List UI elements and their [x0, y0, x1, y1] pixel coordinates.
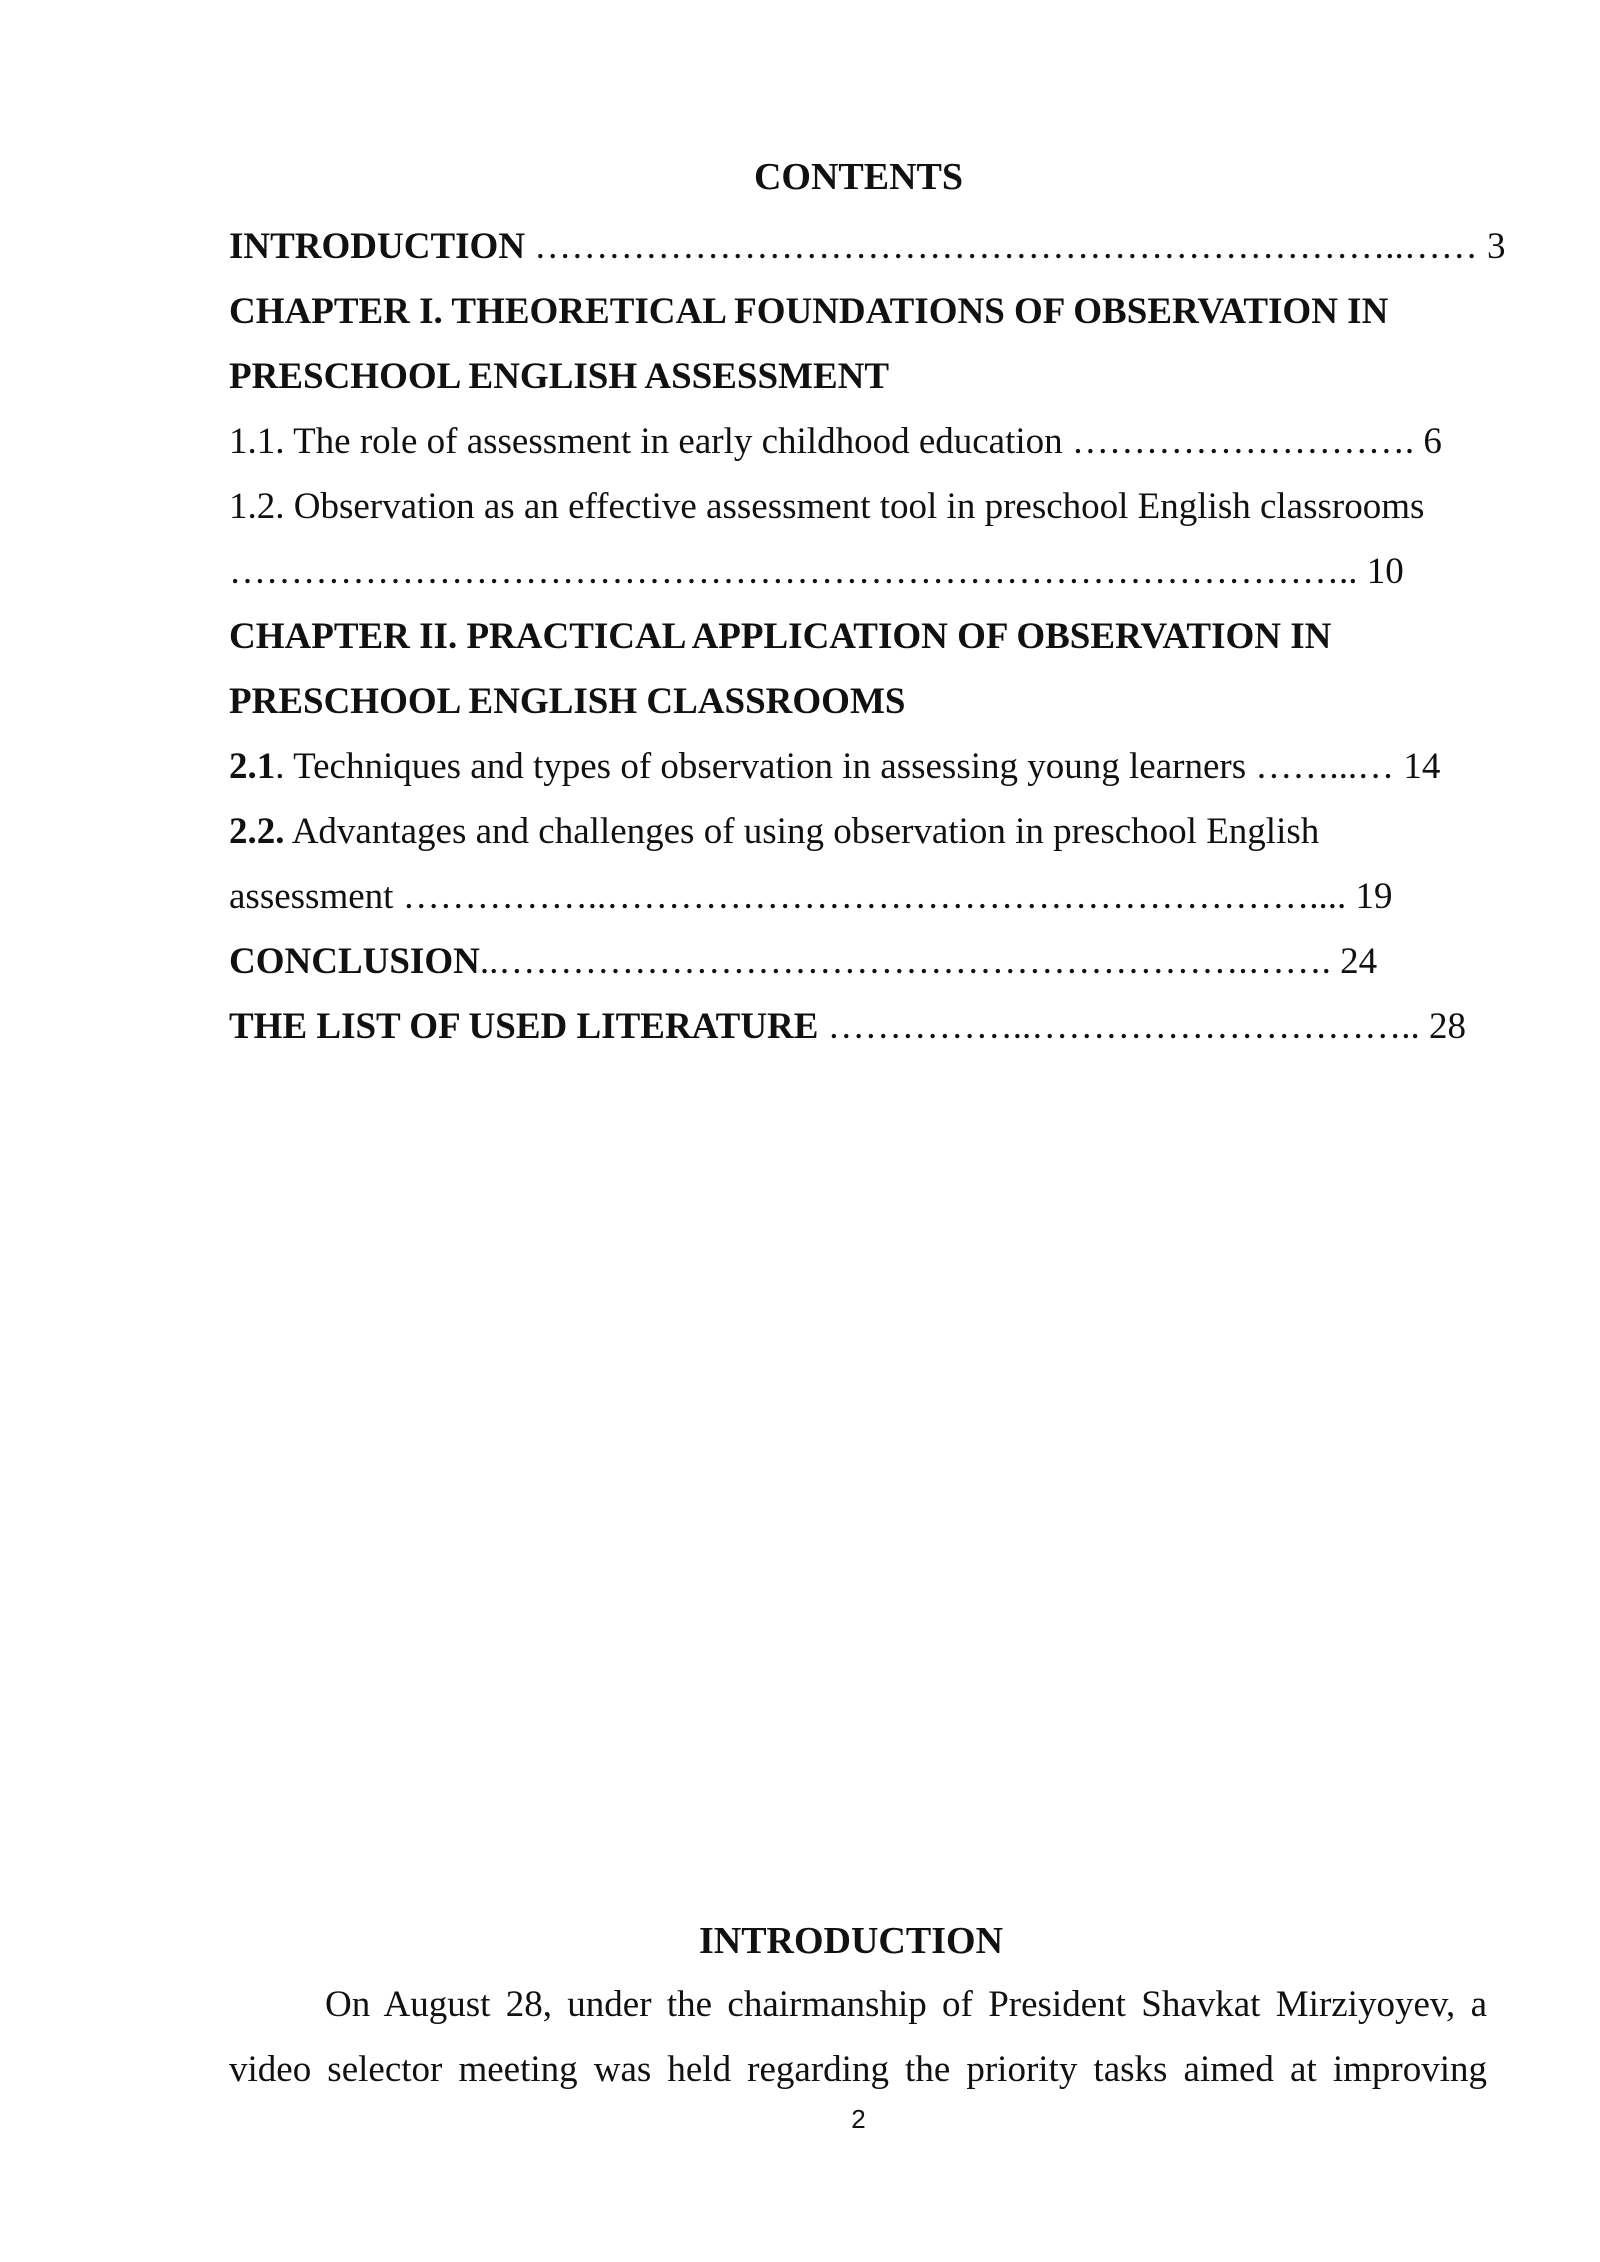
- toc-entry-literature[interactable]: [229, 994, 1489, 1059]
- table-of-contents: [229, 214, 1506, 1059]
- paragraph-line: video selector meeting was held regarding the priority tasks aimed at improving: [229, 2049, 1487, 2090]
- contents-title: CONTENTS: [753, 156, 964, 198]
- toc-chapter-1-line-1[interactable]: CHAPTER I. THEORETICAL FOUNDATIONS OF OBSERVATION IN: [229, 291, 1389, 332]
- toc-page-number: 24: [1340, 941, 1378, 982]
- toc-entry-conclusion[interactable]: [229, 929, 1489, 994]
- toc-leader: ……………..…………………………………………………....: [393, 876, 1356, 917]
- toc-entry-1-1[interactable]: [229, 409, 1489, 474]
- introduction-heading: INTRODUCTION: [698, 1920, 1004, 1962]
- toc-entry-1-2-label[interactable]: 1.2. Observation as an effective assessment tool in preschool English classrooms: [229, 486, 1425, 527]
- toc-label: . Techniques and types of observation in assessing young learners: [275, 746, 1247, 787]
- toc-label: assessment: [229, 876, 394, 917]
- toc-leader: ……………………….: [1062, 421, 1424, 462]
- toc-section-number: 2.2.: [229, 811, 285, 852]
- toc-leader: ……...…: [1246, 746, 1404, 787]
- toc-label: CONCLUSION: [229, 941, 480, 982]
- toc-label: Advantages and challenges of using observation in preschool English: [284, 811, 1320, 852]
- introduction-paragraph: [229, 1972, 1487, 2102]
- toc-page-number: 28: [1428, 1006, 1466, 1047]
- toc-chapter-2-line-1[interactable]: CHAPTER II. PRACTICAL APPLICATION OF OBSERVATION IN: [229, 616, 1332, 657]
- toc-entry-2-1[interactable]: [229, 734, 1489, 799]
- toc-leader: ……………..…………………………..: [818, 1006, 1429, 1047]
- toc-chapter-1-line-2[interactable]: PRESCHOOL ENGLISH ASSESSMENT: [229, 356, 890, 397]
- toc-page-number: 19: [1355, 876, 1393, 917]
- toc-page-number: 14: [1403, 746, 1441, 787]
- toc-label: INTRODUCTION: [229, 226, 526, 267]
- toc-page-number: 6: [1423, 421, 1442, 462]
- toc-entry-2-2-line-2[interactable]: [229, 864, 1489, 929]
- toc-page-number: 3: [1487, 226, 1506, 267]
- toc-chapter-2-line-2[interactable]: PRESCHOOL ENGLISH CLASSROOMS: [229, 681, 906, 722]
- page-number: 2: [851, 2104, 866, 2134]
- toc-page-number: 10: [1366, 551, 1404, 592]
- toc-leader: ……………………………………………………………..……: [525, 226, 1488, 267]
- toc-entry-introduction[interactable]: [229, 214, 1506, 279]
- toc-entry-2-2-line-1[interactable]: [229, 799, 1489, 864]
- toc-leader: ..…………………………………………………….…….: [479, 941, 1341, 982]
- toc-label: THE LIST OF USED LITERATURE: [229, 1006, 819, 1047]
- toc-section-number: 2.1: [229, 746, 276, 787]
- toc-label: 1.1. The role of assessment in early childhood education: [229, 421, 1063, 462]
- toc-leader: ………………………………………………………………………………..: [229, 551, 1367, 592]
- paragraph-line: On August 28, under the chairmanship of President Shavkat Mirziyoyev, a: [325, 1984, 1487, 2025]
- toc-entry-1-2-leader-line[interactable]: [229, 539, 1489, 604]
